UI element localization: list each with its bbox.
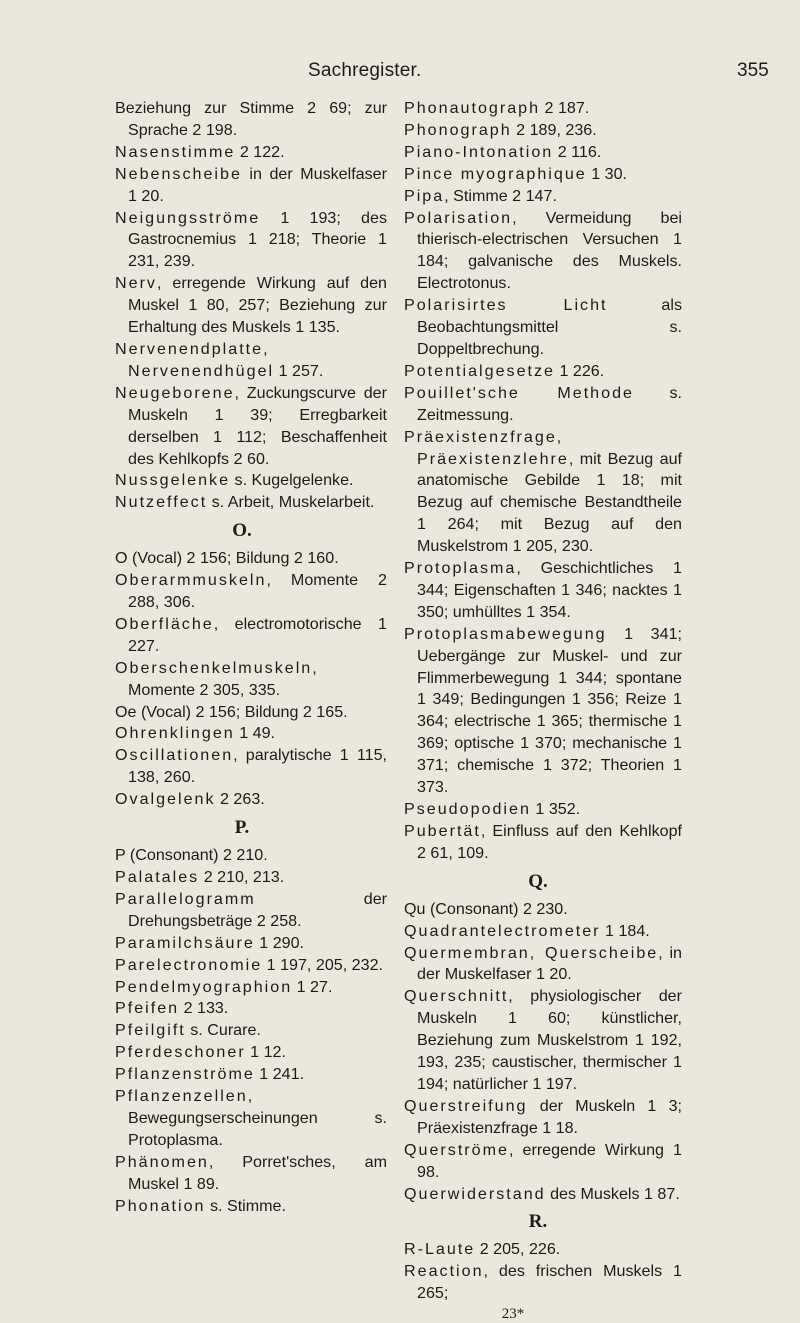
entry-term: Protoplasmabewegung [404,624,607,643]
entry-term: Nervenendplatte, Nervenendhügel [115,339,275,380]
entry-references: 1 27. [292,977,333,996]
entry-references: s. Arbeit, Muskelarbeit. [207,493,375,512]
entry-term: Nerv [115,274,157,293]
entry-term: Pfeilgift [115,1021,186,1040]
entry-term: Oberarmmuskeln [115,571,267,590]
index-entry [404,1096,682,1140]
entry-term: Protoplasma [404,559,517,578]
index-entry [115,745,387,789]
entry-term: Quermembran, Querscheibe [404,943,659,962]
index-entry [115,492,387,514]
entry-term: Pendelmyographion [115,977,293,996]
entry-references: , in der Muskelfaser 1 20. [417,943,682,984]
section-letter-heading [115,514,387,548]
entry-term: Pferdeschoner [115,1043,246,1062]
index-entry [115,208,387,274]
entry-term: Oberschenkelmuskeln [115,658,313,677]
index-entry [404,624,682,799]
entry-references: , mit Bezug auf anatomische Gebilde 1 18; mit Bezug auf chemische Bestandtheile 1 264; mit Bezug auf den Muskelstrom 1 205, 230. [417,449,682,556]
entry-references: als Beobachtungsmittel s. Doppeltbrechung. [417,296,682,358]
entry-references: 1 226. [555,361,605,380]
entry-references: 2 205, 226. [475,1240,561,1259]
entry-references: , Bewegungserscheinungen s. Protoplasma. [128,1087,387,1149]
entry-references: , Momente 2 288, 306. [128,571,387,612]
index-entry [115,977,387,999]
index-entry [115,570,387,614]
running-header: Sachregister. [308,60,422,81]
index-entry [115,98,387,142]
entry-references: 1 197, 205, 232. [262,955,383,974]
index-entry [404,1261,682,1305]
entry-references: 2 116. [553,142,602,161]
entry-references: , paralytische 1 115, 138, 260. [128,746,387,787]
index-entry [115,273,387,339]
index-entry [115,339,387,383]
entry-term: Oberfläche [115,614,214,633]
index-entry [404,120,682,142]
entry-term: Neigungsströme [115,208,261,227]
entry-term: Querströme [404,1140,509,1159]
entry-term: Phonograph [404,120,512,139]
entry-references: O (Vocal) 2 156; Bildung 2 160. [115,549,339,568]
entry-term: Palatales [115,868,200,886]
entry-term: Phänomen [115,1152,209,1171]
section-letter: R. [528,1211,548,1233]
index-entry [115,383,387,471]
section-letter: P. [234,817,250,839]
entry-references: 1 257. [274,361,324,380]
entry-term: Reaction [404,1262,484,1281]
entry-term: Pseudopodien [404,800,531,818]
entry-references: , electromotorische 1 227. [128,614,387,655]
entry-term: Pubertät [404,821,481,840]
index-entry [115,845,387,867]
entry-references: , des frischen Muskels 1 265; [417,1262,682,1303]
entry-references: 1 241. [254,1065,305,1084]
entry-references: 1 12. [245,1043,286,1062]
entry-term: Phonautograph [404,99,541,117]
entry-term: Neugeborene [115,383,235,402]
index-entry [115,955,387,977]
index-entry [115,658,387,702]
entry-references: 1 341; Uebergänge zur Muskel- und zur Flimmerbewegung 1 344; spontane 1 349; Bedingungen 1 356; Reize 1 364; electrische 1 365; thermische 1 369; optische 1 370; mechanische 1 371; chemische 1 372; Theorien 1 373. [417,624,682,797]
index-entry [115,933,387,955]
index-entry [115,889,387,933]
entry-references: Beziehung zur Stimme 2 69; zur Sprache 2 198. [115,99,387,139]
entry-term: Potentialgesetze [404,361,555,380]
index-entry [404,361,682,383]
index-entry [115,1086,387,1152]
entry-term: Paramilchsäure [115,933,255,952]
entry-references: , Geschichtliches 1 344; Eigenschaften 1 346; nacktes 1 350; umhülltes 1 354. [417,559,682,621]
index-entry [404,164,682,186]
index-entry [115,1020,387,1042]
entry-references: Oe (Vocal) 2 156; Bildung 2 165. [115,702,348,721]
entry-term: Parelectronomie [115,955,263,974]
index-entry [404,921,682,943]
index-entry [115,164,387,208]
index-entry [115,867,387,889]
entry-references: s. Stimme. [205,1196,286,1215]
entry-references: , erregende Wirkung auf den Muskel 1 80, 257; Beziehung zur Erhaltung des Muskels 1 135. [128,274,387,337]
entry-term: Querstreifung [404,1096,528,1115]
entry-term: Nutzeffect [115,493,208,512]
printer-signature-mark: 23* [501,1306,525,1323]
entry-term: Phonation [115,1196,206,1215]
index-entry [404,558,682,624]
index-entry [404,186,682,208]
index-entry [115,998,387,1020]
entry-references: 2 189, 236. [511,120,597,139]
entry-references: der Muskeln 1 3; Präexistenzfrage 1 18. [417,1096,682,1137]
index-entry [404,98,682,120]
entry-references: s. Curare. [185,1021,261,1040]
page-number: 355 [737,60,769,81]
index-column-right [404,98,682,1323]
entry-term: Pfeifen [115,999,180,1018]
section-letter: Q. [528,870,548,892]
index-entry [404,427,682,558]
entry-term: Ovalgelenk [115,790,216,809]
entry-references: , Vermeidung bei thierisch-electrischen Versuchen 1 184; galvanische des Muskels. Electrotonus. [417,208,682,293]
section-letter-heading [404,1205,682,1239]
index-entry [404,1184,682,1206]
entry-references: 1 193; des Gastrocnemius 1 218; Theorie 1 231, 239. [128,208,387,271]
entry-term: Pipa [404,186,445,205]
entry-term: Pflanzenströme [115,1065,255,1084]
section-letter-heading [404,865,682,899]
section-letter-heading [115,811,387,845]
index-entry [115,142,387,164]
entry-references: 2 133. [179,999,229,1018]
entry-references: 2 122. [235,142,285,161]
section-letter: O. [232,520,252,542]
entry-term: Präexistenzfrage, Präexistenzlehre [404,427,569,468]
index-entry [115,1196,387,1218]
entry-term: Pflanzenzellen [115,1087,248,1106]
entry-references: , Porret'sches, am Muskel 1 89. [128,1152,387,1193]
index-entry [404,943,682,987]
index-entry [404,383,682,427]
index-column-left [115,98,387,1218]
index-entry [404,142,682,164]
entry-references: , erregende Wirkung 1 98. [417,1140,682,1181]
entry-references: 1 352. [530,800,581,818]
entry-references: , Einfluss auf den Kehlkopf 2 61, 109. [417,821,682,862]
entry-references: in der Muskelfaser 1 20. [128,164,387,205]
entry-references: Qu (Consonant) 2 230. [404,899,568,918]
index-entry [404,1239,682,1261]
entry-term: Nussgelenke [115,471,231,490]
entry-references: , Zuckungscurve der Muskeln 1 39; Erregbarkeit derselben 1 112; Beschaffenheit des Kehlkopfs 2 60. [128,383,387,468]
entry-references: des Muskels 1 87. [545,1184,680,1203]
entry-term: Nebenscheibe [115,164,242,183]
index-entry [404,899,682,921]
index-entry [404,821,682,865]
entry-references: s. Zeitmessung. [417,383,682,424]
entry-term: Ohrenklingen [115,724,235,743]
entry-references: 2 263. [215,790,265,809]
entry-term: Pince myographique [404,164,587,183]
entry-term: Polarisirtes Licht [404,296,608,315]
index-entry [115,1064,387,1086]
index-entry [115,1152,387,1196]
entry-references: 1 290. [254,933,305,952]
index-entry [404,295,682,361]
entry-references: , Stimme 2 147. [444,186,557,205]
entry-references: 2 187. [540,99,590,117]
entry-term: Oscillationen [115,746,234,765]
index-entry [115,789,387,811]
entry-references: 2 210, 213. [199,868,285,886]
entry-term: R-Laute [404,1240,476,1259]
entry-references: 1 30. [586,164,628,183]
index-entry [404,799,682,821]
entry-references: 1 49. [234,724,276,743]
entry-term: Piano-Intonation [404,142,554,161]
entry-term: Pouillet'sche Methode [404,383,634,402]
entry-references: P (Consonant) 2 210. [115,846,268,865]
index-entry [404,208,682,296]
entry-term: Nasenstimme [115,142,236,161]
entry-references: s. Kugelgelenke. [230,471,354,490]
entry-term: Parallelogramm [115,889,256,908]
entry-references: 1 184. [600,921,650,940]
index-entry [115,614,387,658]
entry-references: der Drehungsbeträge 2 258. [128,889,387,930]
index-entry [115,548,387,570]
entry-term: Polarisation [404,208,513,227]
entry-term: Querwiderstand [404,1184,546,1203]
index-entry [404,1140,682,1184]
entry-term: Quadrantelectrometer [404,921,601,940]
index-entry [115,723,387,745]
index-entry [115,1042,387,1064]
entry-references: , physiologischer der Muskeln 1 60; künstlicher, Beziehung zum Muskelstrom 1 192, 193, 235; caustischer, thermischer 1 194; natürlicher 1 197. [417,987,682,1093]
entry-term: Querschnitt [404,987,509,1006]
index-entry [115,470,387,492]
index-entry [404,986,682,1096]
index-entry [115,702,387,724]
entry-references: , Momente 2 305, 335. [128,658,317,699]
